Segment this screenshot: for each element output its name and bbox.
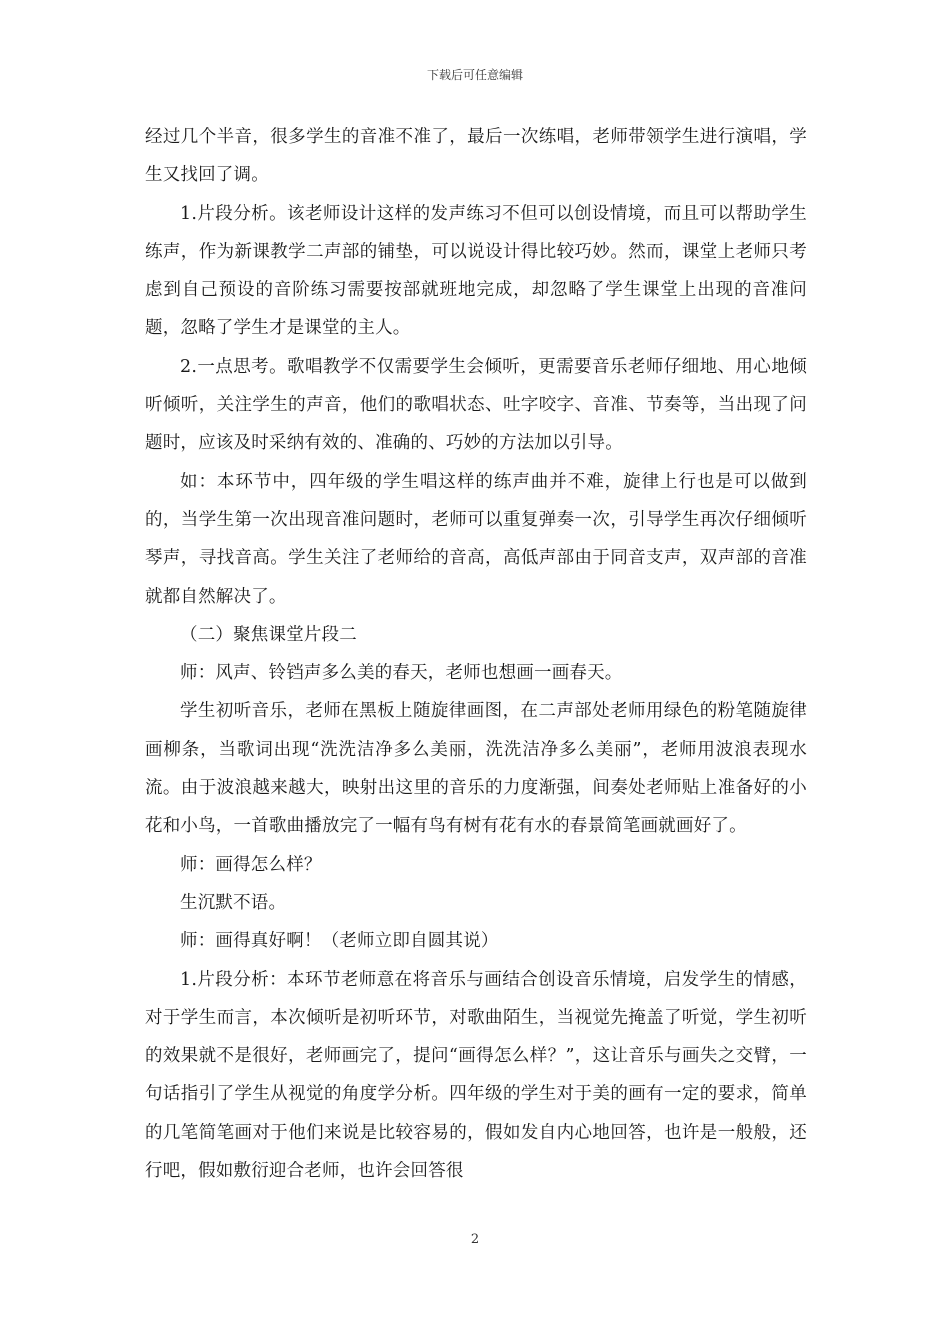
document-body: [145, 118, 807, 1190]
paragraph-analysis-2: 1.片段分析：本环节老师意在将音乐与画结合创设音乐情境，启发学生的情感，对于学生而言，本次倾听是初听环节，对歌曲陌生，当视觉先掩盖了听觉，学生初听的效果就不是很好，老师画完了，提问“画得怎么样？”，这让音乐与画失之交臂，一句话指引了学生从视觉的角度学分析。四年级的学生对于美的画有一定的要求，简单的几笔简笔画对于他们来说是比较容易的，假如发自内心地回答，也许是一般般，还行吧，假如敷衍迎合老师，也许会回答很: [145, 969, 807, 1182]
paragraph-student-silence: 生沉默不语。: [180, 892, 287, 913]
paragraph-classroom-description: 学生初听音乐，老师在黑板上随旋律画图，在二声部处老师用绿色的粉笔随旋律画柳条，当歌词出现“洗洗洁净多么美丽，洗洗洁净多么美丽”，老师用波浪表现水流。由于波浪越来越大，映射出这里的音乐的力度渐强，间奏处老师贴上准备好的小花和小鸟，一首歌曲播放完了一幅有鸟有树有花有水的春景简笔画就画好了。: [145, 701, 807, 837]
paragraph-teacher-line-2: 师：画得真好啊！（老师立即自圆其说）: [180, 931, 499, 952]
section-heading: （二）聚焦课堂片段二: [180, 624, 357, 645]
page-header: 下载后可任意编辑: [426, 68, 523, 82]
paragraph-analysis-1: 1.片段分析。该老师设计这样的发声练习不但可以创设情境，而且可以帮助学生练声，作为新课教学二声部的铺垫，可以说设计得比较巧妙。然而，课堂上老师只考虑到自己预设的音阶练习需要按部就班地完成，却忽略了学生课堂上出现的音准问题，忽略了学生才是课堂的主人。: [145, 203, 807, 339]
page-number: 2: [470, 1232, 480, 1247]
paragraph-teacher-line-1: 师：风声、铃铛声多么美的春天，老师也想画一画春天。: [180, 663, 623, 684]
paragraph-continuation: 经过几个半音，很多学生的音准不准了，最后一次练唱，老师带领学生进行演唱，学生又找回了调。: [145, 127, 807, 186]
paragraph-example: 如：本环节中，四年级的学生唱这样的练声曲并不难，旋律上行也是可以做到的，当学生第一次出现音准问题时，老师可以重复弹奏一次，引导学生再次仔细倾听琴声，寻找音高。学生关注了老师给的音高，高低声部由于同音支声，双声部的音准就都自然解决了。: [145, 471, 807, 607]
paragraph-teacher-question: 师：画得怎么样？: [180, 854, 322, 875]
paragraph-reflection-2: 2.一点思考。歌唱教学不仅需要学生会倾听，更需要音乐老师仔细地、用心地倾听倾听，关注学生的声音，他们的歌唱状态、吐字咬字、音准、节奏等，当出现了问题时，应该及时采纳有效的、准确的、巧妙的方法加以引导。: [145, 356, 807, 454]
